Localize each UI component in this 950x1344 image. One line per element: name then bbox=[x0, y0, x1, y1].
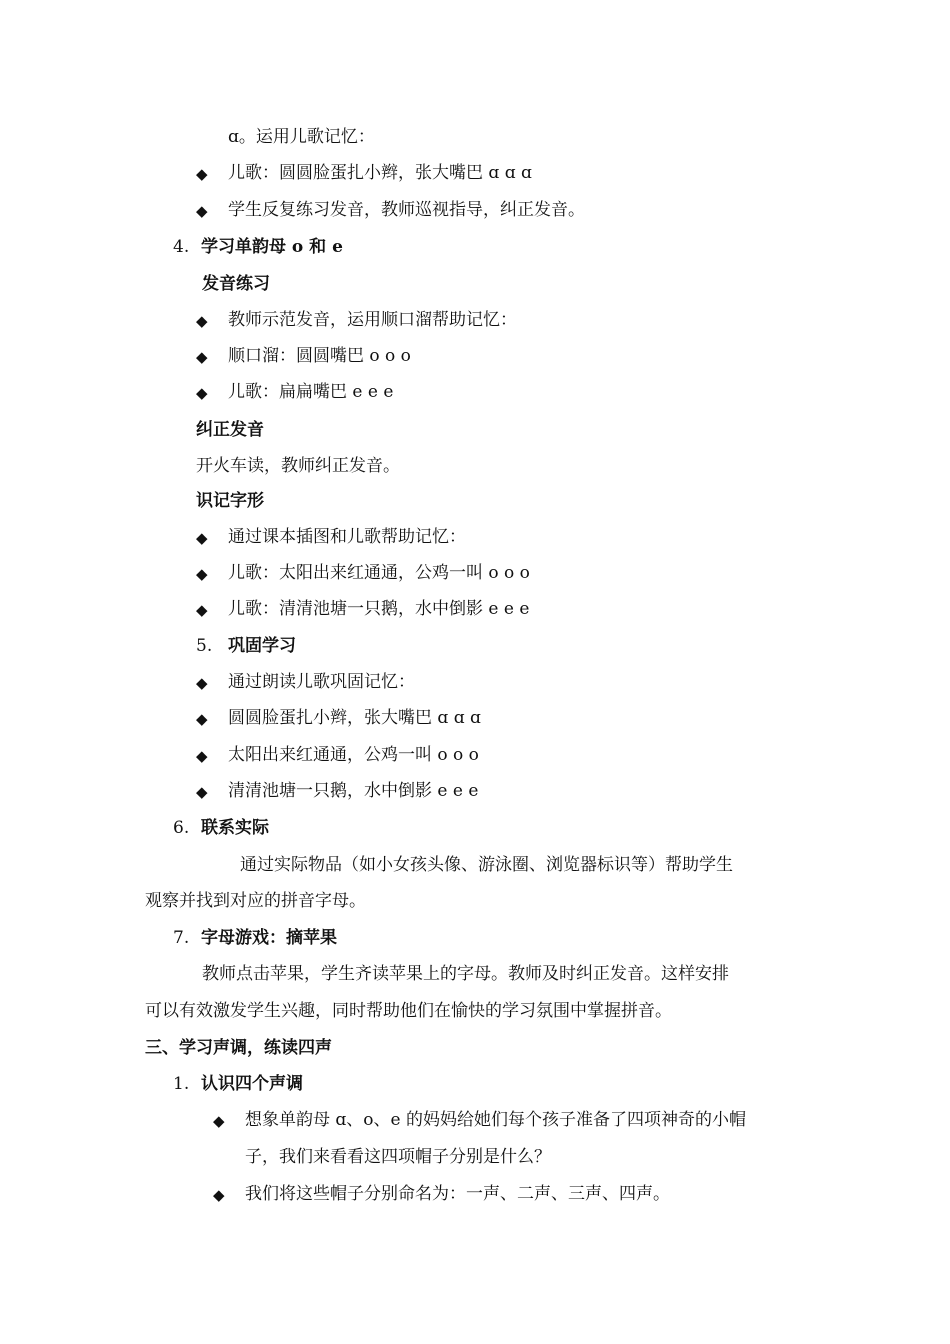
list-item: 想象单韵母 ɑ、o、e 的妈妈给她们每个孩子准备了四项神奇的小帽 bbox=[245, 1110, 746, 1130]
paragraph-line: 教师点击苹果，学生齐读苹果上的字母。教师及时纠正发音。这样安排 bbox=[202, 964, 729, 984]
diamond-bullet-icon: ◆ bbox=[196, 202, 208, 220]
text-line: ɑ。运用儿歌记忆： bbox=[228, 127, 375, 147]
paragraph-line: 可以有效激发学生兴趣，同时帮助他们在愉快的学习氛围中掌握拼音。 bbox=[145, 1001, 672, 1021]
section-number: 1. bbox=[173, 1074, 190, 1094]
chapter-heading: 三、学习声调，练读四声 bbox=[145, 1038, 332, 1058]
list-item-continuation: 子，我们来看看这四项帽子分别是什么？ bbox=[245, 1147, 551, 1167]
list-item: 儿歌：圆圆脸蛋扎小辫，张大嘴巴 ɑ ɑ ɑ bbox=[228, 163, 532, 183]
section-title: 联系实际 bbox=[201, 818, 269, 838]
diamond-bullet-icon: ◆ bbox=[196, 529, 208, 547]
paragraph-line: 观察并找到对应的拼音字母。 bbox=[145, 891, 366, 911]
diamond-bullet-icon: ◆ bbox=[196, 565, 208, 583]
diamond-bullet-icon: ◆ bbox=[196, 674, 208, 692]
list-item: 儿歌：太阳出来红通通，公鸡一叫 o o o bbox=[228, 563, 530, 583]
section-title: 字母游戏：摘苹果 bbox=[201, 928, 337, 948]
diamond-bullet-icon: ◆ bbox=[213, 1112, 225, 1130]
section-number: 4. bbox=[173, 237, 190, 257]
list-item: 儿歌：扁扁嘴巴 e e e bbox=[228, 382, 394, 402]
list-item: 清清池塘一只鹅，水中倒影 e e e bbox=[228, 781, 479, 801]
diamond-bullet-icon: ◆ bbox=[196, 601, 208, 619]
list-item: 学生反复练习发音，教师巡视指导，纠正发音。 bbox=[228, 200, 585, 220]
section-number: 7. bbox=[173, 928, 190, 948]
diamond-bullet-icon: ◆ bbox=[196, 312, 208, 330]
list-item: 通过课本插图和儿歌帮助记忆： bbox=[228, 527, 466, 547]
paragraph-line: 通过实际物品（如小女孩头像、游泳圈、浏览器标识等）帮助学生 bbox=[240, 855, 733, 875]
diamond-bullet-icon: ◆ bbox=[196, 747, 208, 765]
text-line: 开火车读，教师纠正发音。 bbox=[196, 456, 400, 476]
list-item: 通过朗读儿歌巩固记忆： bbox=[228, 672, 415, 692]
list-item: 教师示范发音，运用顺口溜帮助记忆： bbox=[228, 310, 517, 330]
section-title: 学习单韵母 o 和 e bbox=[201, 237, 343, 257]
diamond-bullet-icon: ◆ bbox=[196, 348, 208, 366]
section-number: 5. bbox=[196, 636, 213, 656]
section-title: 认识四个声调 bbox=[201, 1074, 303, 1094]
subheading: 识记字形 bbox=[196, 491, 264, 511]
diamond-bullet-icon: ◆ bbox=[196, 710, 208, 728]
list-item: 圆圆脸蛋扎小辫，张大嘴巴 ɑ ɑ ɑ bbox=[228, 708, 481, 728]
subheading: 纠正发音 bbox=[196, 420, 264, 440]
list-item: 顺口溜：圆圆嘴巴 o o o bbox=[228, 346, 411, 366]
diamond-bullet-icon: ◆ bbox=[213, 1186, 225, 1204]
diamond-bullet-icon: ◆ bbox=[196, 384, 208, 402]
list-item: 我们将这些帽子分别命名为：一声、二声、三声、四声。 bbox=[245, 1184, 670, 1204]
diamond-bullet-icon: ◆ bbox=[196, 783, 208, 801]
section-number: 6. bbox=[173, 818, 190, 838]
diamond-bullet-icon: ◆ bbox=[196, 165, 208, 183]
subheading: 发音练习 bbox=[202, 274, 270, 294]
list-item: 儿歌：清清池塘一只鹅，水中倒影 e e e bbox=[228, 599, 530, 619]
section-title: 巩固学习 bbox=[228, 636, 296, 656]
list-item: 太阳出来红通通，公鸡一叫 o o o bbox=[228, 745, 479, 765]
